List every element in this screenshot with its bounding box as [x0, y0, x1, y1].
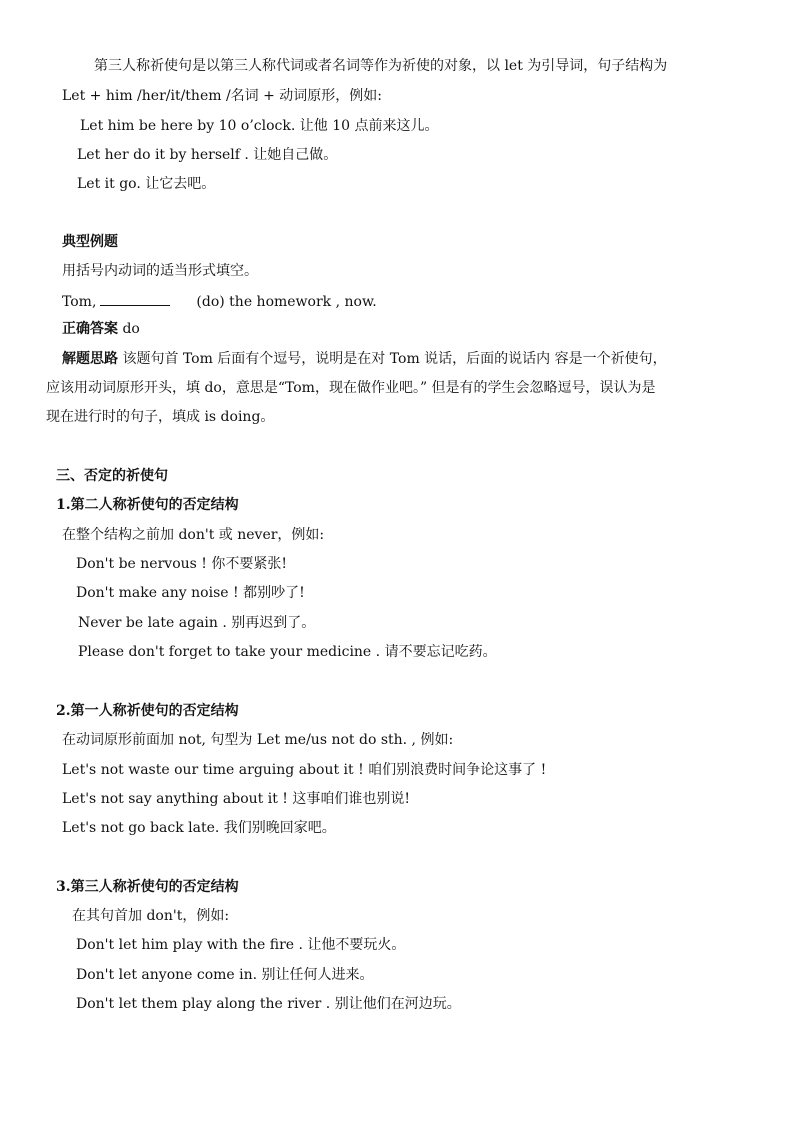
answer-value: do: [122, 321, 140, 337]
sub3-example-3: Don't let them play along the river . 别让他们在河边玩。: [76, 996, 461, 1012]
sub1-desc: 在整个结构之前加 don't 或 never，例如:: [62, 527, 325, 543]
intro-line-2: Let + him /her/it/them /名词 + 动词原形，例如:: [62, 88, 383, 104]
sub3-example-1: Don't let him play with the fire . 让他不要玩火。: [76, 937, 406, 953]
intro-example-2: Let her do it by herself . 让她自己做。: [77, 147, 338, 163]
answer-label: 正确答案: [62, 321, 118, 337]
sub1-example-3: Never be late again . 别再迟到了。: [78, 615, 316, 631]
sub1-example-4: Please don't forget to take your medicine . 请不要忘记吃药。: [78, 644, 497, 660]
sub2-example-2: Let's not say anything about it ! 这事咱们谁也别说!: [62, 791, 411, 807]
sub2-example-3: Let's not go back late. 我们别晚回家吧。: [62, 820, 336, 836]
analysis-text-1: 该题句首 Tom 后面有个逗号，说明是在对 Tom 说话，后面的说话内 容是一个祈使句，: [122, 351, 667, 367]
sub1-example-2: Don't make any noise ! 都别吵了!: [76, 585, 305, 601]
analysis-line-2: 应该用动词原形开头，填 do，意思是“Tom，现在做作业吧。” 但是有的学生会忽略逗号，误认为是: [46, 380, 656, 396]
answer-blank: [100, 291, 170, 306]
question-prefix: Tom,: [62, 294, 97, 310]
sub3-title: 3.第三人称祈使句的否定结构: [56, 879, 239, 895]
analysis-line-3: 现在进行时的句子，填成 is doing。: [46, 409, 275, 425]
intro-line-1: 第三人称祈使句是以第三人称代词或者名词等作为祈使的对象，以 let 为引导词，句子结构为: [94, 58, 668, 74]
sub1-example-1: Don't be nervous ! 你不要紧张!: [76, 556, 287, 572]
analysis-label: 解题思路: [62, 351, 118, 367]
intro-example-1: Let him be here by 10 o’clock. 让他 10 点前来这儿。: [80, 118, 439, 134]
analysis-line-1: [62, 349, 667, 369]
sub3-example-2: Don't let anyone come in. 别让任何人进来。: [76, 967, 374, 983]
example-heading: 典型例题: [62, 234, 118, 250]
answer-line: [62, 319, 140, 339]
sub2-example-1: Let's not waste our time arguing about it ! 咱们别浪费时间争论这事了 !: [62, 762, 547, 778]
sub1-title: 1.第二人称祈使句的否定结构: [56, 497, 239, 513]
sub3-desc: 在其句首加 don't，例如:: [72, 908, 230, 924]
sub2-title: 2.第一人称祈使句的否定结构: [56, 703, 239, 719]
section3-title: 三、否定的祈使句: [56, 468, 168, 484]
question-suffix: (do) the homework , now.: [196, 294, 377, 310]
example-instruction: 用括号内动词的适当形式填空。: [62, 263, 258, 279]
example-question: [62, 291, 377, 312]
intro-example-3: Let it go. 让它去吧。: [77, 176, 216, 192]
sub2-desc: 在动词原形前面加 not, 句型为 Let me/us not do sth. , 例如:: [62, 732, 454, 748]
